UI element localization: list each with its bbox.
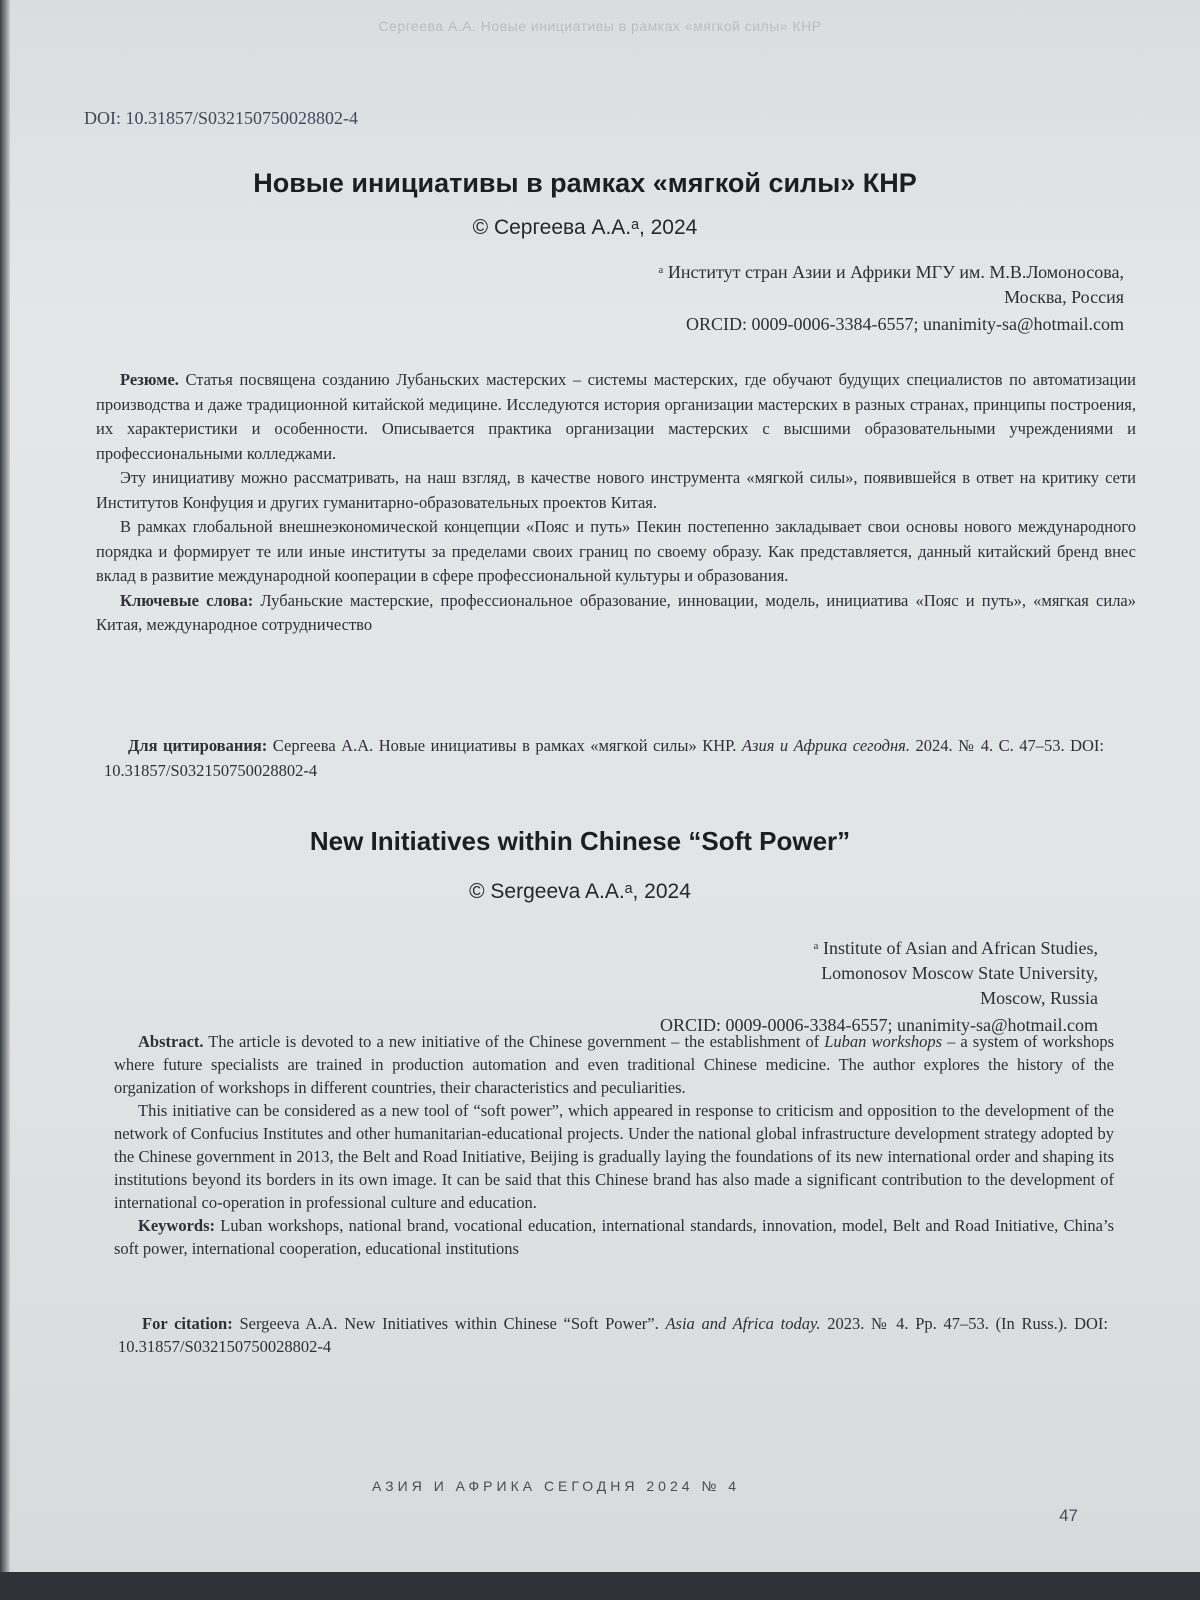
- abstract-en-label: Abstract.: [138, 1032, 204, 1051]
- keywords-en: [114, 1214, 1114, 1260]
- abstract-en-text-a: The article is devoted to a new initiative of the Chinese government – the establishment of: [203, 1032, 825, 1051]
- keywords-en-text: Luban workshops, national brand, vocational education, international standards, innovation, model, Belt and Road Initiative, China’s soft power, international cooperation, educational institutions: [114, 1216, 1114, 1258]
- citation-ru-tail: 2024. № 4. С. 47–53. DOI: 10.31857/S032150750028802-4: [104, 736, 1104, 780]
- orcid-en[interactable]: ORCID: 0009-0006-3384-6557; unanimity-sa@hotmail.com: [659, 1015, 1098, 1035]
- abstract-ru-label: Резюме.: [120, 370, 179, 389]
- citation-en-text: [118, 1312, 1108, 1358]
- citation-en-journal: Asia and Africa today.: [665, 1314, 821, 1333]
- affiliation-ru: [658, 260, 1124, 337]
- abstract-ru: [96, 368, 1136, 638]
- abstract-en-text-b: – a system of workshops where future specialists are trained in production automation and even traditional Chinese medicine. The author explores the history of the organization of workshops in different countries, their characteristics and peculiarities.: [114, 1032, 1114, 1097]
- keywords-ru-label: Ключевые слова:: [120, 590, 254, 610]
- citation-ru-label: Для цитирования:: [128, 736, 268, 755]
- monitor-bezel-bottom: [0, 1572, 1200, 1600]
- author-en: © Sergeeva A.A.ᵃ, 2024: [469, 880, 691, 903]
- citation-ru-text: [104, 734, 1104, 783]
- abstract-ru-p1: [96, 368, 1136, 466]
- affiliation-en-line1: ᵃ Institute of Asian and African Studies,: [813, 938, 1098, 958]
- affiliation-ru-line1: ᵃ Институт стран Азии и Африки МГУ им. М.В.Ломоносова,: [658, 262, 1124, 282]
- abstract-en-p1: [114, 1030, 1114, 1099]
- affiliation-en-line3: Moscow, Russia: [980, 988, 1098, 1008]
- abstract-en-luban: Luban workshops: [824, 1032, 943, 1051]
- abstract-en: [114, 1030, 1114, 1260]
- running-head: Сергеева А.А. Новые инициативы в рамках «мягкой силы» КНР: [378, 18, 822, 34]
- page-number: 47: [1059, 1506, 1078, 1525]
- abstract-en-p2: This initiative can be considered as a new tool of “soft power”, which appeared in response to criticism and opposition to the development of the network of Confucius Institutes and other humanitarian-educational projects. Under the national global infrastructure development strategy adopted by the Chinese government in 2013, the Belt and Road Initiative, Beijing is gradually laying the foundations of its new international order and shaping its institutions beyond its borders in its own image. It can be said that this Chinese brand has also made a significant contribution to the development of international co-operation in professional culture and education.: [114, 1101, 1114, 1212]
- citation-en-tail: 2023. № 4. Pp. 47–53. (In Russ.). DOI: 10.31857/S032150750028802-4: [118, 1314, 1108, 1356]
- abstract-ru-p2: Эту инициативу можно рассматривать, на наш взгляд, в качестве нового инструмента «мягкой силы», появившейся в ответ на критику сети Институтов Конфуция и других гуманитарно-образовательных проектов Китая.: [96, 468, 1136, 512]
- citation-ru-journal: Азия и Африка сегодня.: [741, 736, 910, 755]
- author-ru: © Сергеева А.А.ᵃ, 2024: [472, 216, 698, 239]
- citation-ru: [104, 734, 1104, 783]
- citation-en: [118, 1312, 1108, 1358]
- affiliation-en-line2: Lomonosov Moscow State University,: [821, 963, 1098, 983]
- citation-en-label: For citation:: [142, 1314, 233, 1333]
- keywords-en-label: Keywords:: [138, 1216, 215, 1235]
- title-en: New Initiatives within Chinese “Soft Power”: [309, 826, 851, 856]
- journal-footer: АЗИЯ И АФРИКА СЕГОДНЯ 2024 № 4: [372, 1478, 741, 1494]
- title-ru: Новые инициативы в рамках «мягкой силы» КНР: [253, 168, 917, 198]
- abstract-ru-p3: В рамках глобальной внешнеэкономической концепции «Пояс и путь» Пекин постепенно закладывает свои основы нового международного порядка и формирует те или иные институты за пределами своих границ по своему образу. Как представляется, данный китайский бренд внес вклад в развитие международной кооперации в сфере профессиональной культуры и образования.: [96, 517, 1136, 585]
- citation-en-body: Sergeeva A.A. New Initiatives within Chinese “Soft Power”.: [232, 1314, 666, 1333]
- keywords-ru: [96, 589, 1136, 638]
- orcid-ru[interactable]: ORCID: 0009-0006-3384-6557; unanimity-sa@hotmail.com: [685, 314, 1124, 334]
- doi-header[interactable]: DOI: 10.31857/S032150750028802-4: [84, 108, 358, 128]
- affiliation-en: [660, 936, 1098, 1038]
- citation-ru-body: Сергеева А.А. Новые инициативы в рамках «мягкой силы» КНР.: [267, 736, 742, 755]
- affiliation-ru-line2: Москва, Россия: [1004, 287, 1124, 307]
- keywords-ru-text: Лубаньские мастерские, профессиональное образование, инновации, модель, инициатива «Пояс и путь», «мягкая сила» Китая, международное сотрудничество: [96, 590, 1137, 634]
- abstract-ru-text-1: Статья посвящена созданию Лубаньских мастерских – системы мастерских, где обучают будущих специалистов по автоматизации производства и даже традиционной китайской медицине. Исследуются история организации мастерских в разных странах, принципы построения, их характеристики и особенности. Описывается практика организации мастерских с высшими образовательными учреждениями и профессиональными колледжами.: [96, 370, 1136, 463]
